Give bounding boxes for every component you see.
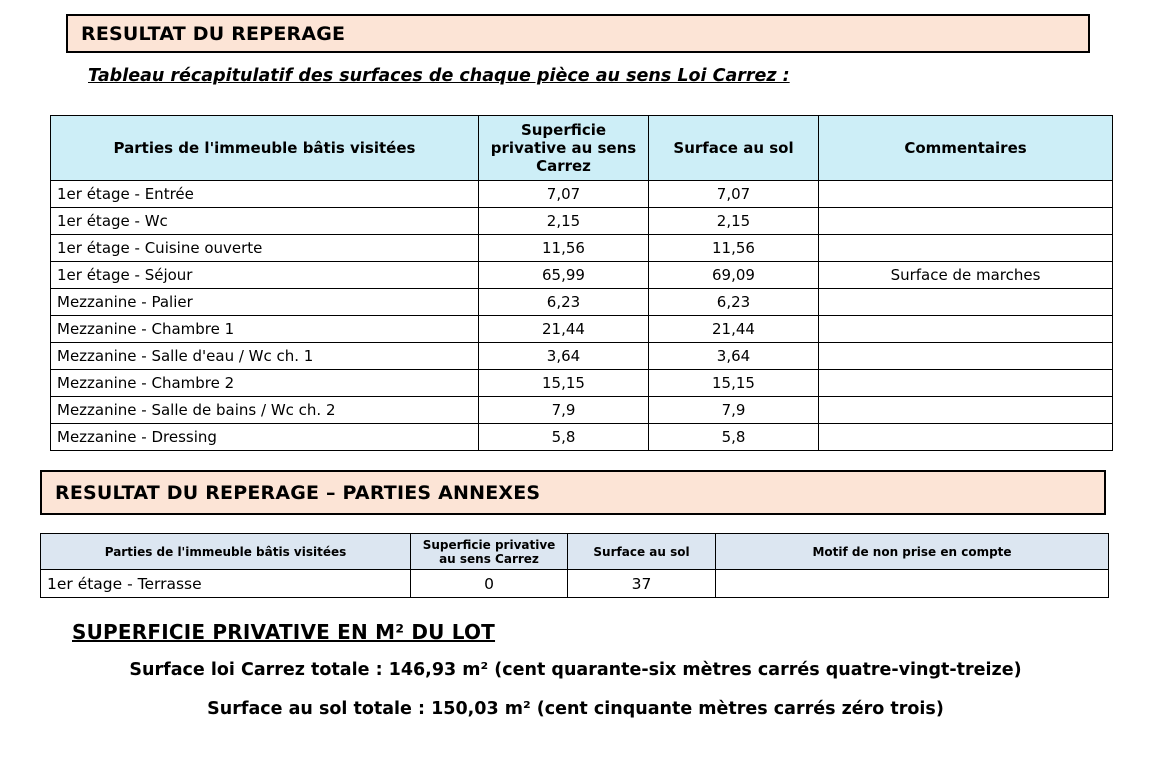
table-row bbox=[51, 424, 1113, 451]
table-cell: 3,64 bbox=[649, 343, 819, 370]
header-surface-sol: Surface au sol bbox=[649, 116, 819, 181]
table-row bbox=[51, 397, 1113, 424]
table-cell: 7,9 bbox=[649, 397, 819, 424]
header-motif: Motif de non prise en compte bbox=[716, 534, 1109, 570]
table-cell: 1er étage - Wc bbox=[51, 208, 479, 235]
table-cell: 7,07 bbox=[649, 181, 819, 208]
table-cell: Mezzanine - Salle de bains / Wc ch. 2 bbox=[51, 397, 479, 424]
table-cell bbox=[819, 289, 1113, 316]
table-row bbox=[51, 235, 1113, 262]
table-cell bbox=[819, 370, 1113, 397]
table-cell: 7,9 bbox=[479, 397, 649, 424]
section-annexes-title: RESULTAT DU REPERAGE – PARTIES ANNEXES bbox=[55, 481, 541, 504]
annexes-table-body bbox=[41, 570, 1109, 598]
table-cell bbox=[716, 570, 1109, 598]
table-cell: 6,23 bbox=[479, 289, 649, 316]
table-cell: Mezzanine - Chambre 2 bbox=[51, 370, 479, 397]
table-cell bbox=[819, 181, 1113, 208]
table-cell: Surface de marches bbox=[819, 262, 1113, 289]
section-reperage-banner bbox=[66, 14, 1090, 53]
table-row bbox=[51, 262, 1113, 289]
carrez-surfaces-table bbox=[50, 115, 1113, 451]
table-cell: 0 bbox=[411, 570, 568, 598]
table-cell: 6,23 bbox=[649, 289, 819, 316]
total-carrez-line: Surface loi Carrez totale : 146,93 m² (cent quarante-six mètres carrés quatre-vingt-treize) bbox=[129, 660, 1022, 680]
table-header-row bbox=[51, 116, 1113, 181]
table-cell: 2,15 bbox=[649, 208, 819, 235]
section-reperage-title: RESULTAT DU REPERAGE bbox=[81, 22, 346, 45]
carrez-table-header bbox=[51, 116, 1113, 181]
table-cell: 15,15 bbox=[479, 370, 649, 397]
table-cell: 11,56 bbox=[479, 235, 649, 262]
table-header-row bbox=[41, 534, 1109, 570]
table-cell: 3,64 bbox=[479, 343, 649, 370]
table-cell: 1er étage - Entrée bbox=[51, 181, 479, 208]
table-row bbox=[51, 316, 1113, 343]
table-cell: 65,99 bbox=[479, 262, 649, 289]
header-superficie-carrez: Superficie privative au sens Carrez bbox=[411, 534, 568, 570]
carrez-table-subtitle: Tableau récapitulatif des surfaces de chaque pièce au sens Loi Carrez : bbox=[88, 66, 790, 86]
table-cell: 15,15 bbox=[649, 370, 819, 397]
table-row bbox=[51, 181, 1113, 208]
table-cell: 37 bbox=[568, 570, 716, 598]
table-cell: 11,56 bbox=[649, 235, 819, 262]
table-cell: 2,15 bbox=[479, 208, 649, 235]
table-cell: Mezzanine - Dressing bbox=[51, 424, 479, 451]
table-row bbox=[51, 289, 1113, 316]
table-cell bbox=[819, 208, 1113, 235]
table-cell bbox=[819, 397, 1113, 424]
table-cell: Mezzanine - Chambre 1 bbox=[51, 316, 479, 343]
table-cell: Mezzanine - Palier bbox=[51, 289, 479, 316]
header-superficie-carrez: Superficie privative au sens Carrez bbox=[479, 116, 649, 181]
table-cell: 21,44 bbox=[649, 316, 819, 343]
header-parties: Parties de l'immeuble bâtis visitées bbox=[41, 534, 411, 570]
annexes-table bbox=[40, 533, 1109, 598]
table-cell: 5,8 bbox=[479, 424, 649, 451]
table-cell bbox=[819, 316, 1113, 343]
superficie-lot-heading: SUPERFICIE PRIVATIVE EN M² DU LOT bbox=[72, 620, 496, 644]
table-row bbox=[51, 370, 1113, 397]
table-row bbox=[51, 343, 1113, 370]
table-cell: 1er étage - Séjour bbox=[51, 262, 479, 289]
table-cell: 69,09 bbox=[649, 262, 819, 289]
carrez-table-body bbox=[51, 181, 1113, 451]
table-cell bbox=[819, 343, 1113, 370]
header-commentaires: Commentaires bbox=[819, 116, 1113, 181]
table-cell: Mezzanine - Salle d'eau / Wc ch. 1 bbox=[51, 343, 479, 370]
table-cell: 1er étage - Terrasse bbox=[41, 570, 411, 598]
table-row bbox=[51, 208, 1113, 235]
table-row bbox=[41, 570, 1109, 598]
annexes-table-header bbox=[41, 534, 1109, 570]
header-surface-sol: Surface au sol bbox=[568, 534, 716, 570]
section-annexes-banner bbox=[40, 470, 1106, 515]
table-cell: 1er étage - Cuisine ouverte bbox=[51, 235, 479, 262]
table-cell: 21,44 bbox=[479, 316, 649, 343]
total-sol-line: Surface au sol totale : 150,03 m² (cent cinquante mètres carrés zéro trois) bbox=[207, 699, 944, 719]
table-cell bbox=[819, 235, 1113, 262]
header-parties: Parties de l'immeuble bâtis visitées bbox=[51, 116, 479, 181]
table-cell bbox=[819, 424, 1113, 451]
table-cell: 7,07 bbox=[479, 181, 649, 208]
table-cell: 5,8 bbox=[649, 424, 819, 451]
